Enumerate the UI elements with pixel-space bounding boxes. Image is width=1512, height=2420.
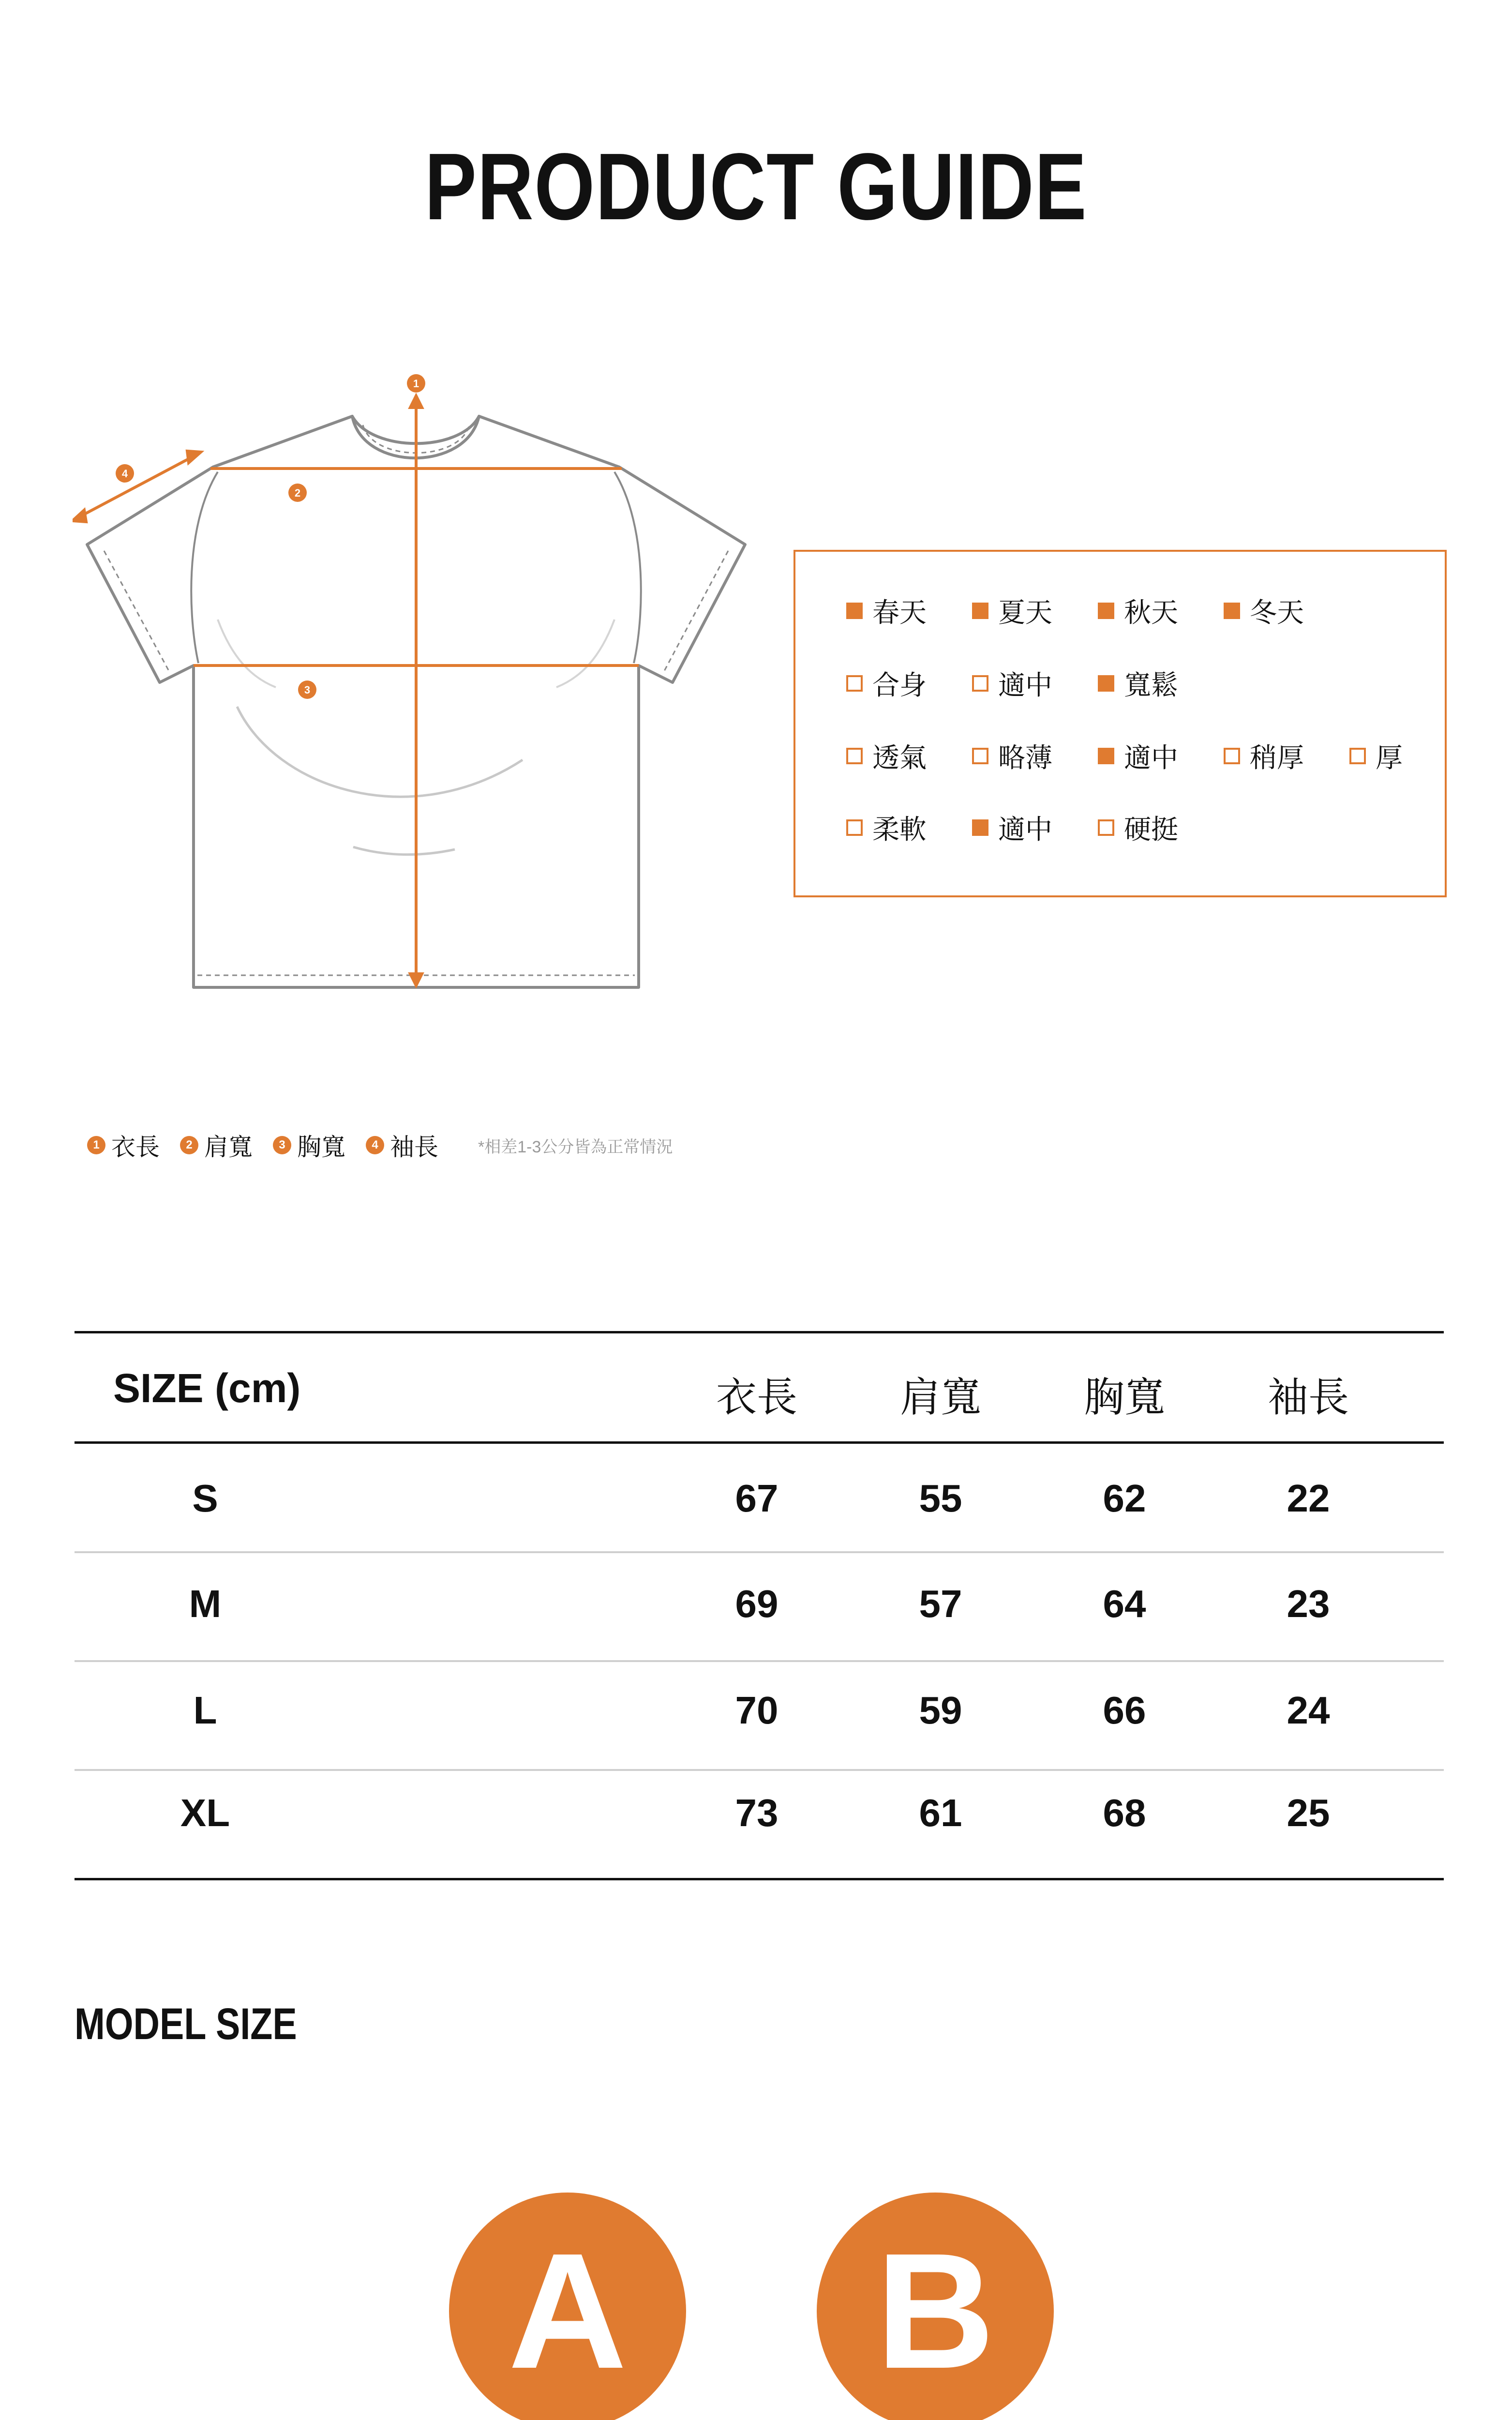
table-rule xyxy=(75,1660,1444,1662)
legend-note: *相差1-3公分皆為正常情況 xyxy=(478,1137,673,1156)
feature-option: 硬挺 xyxy=(1098,808,1178,847)
row-size: L xyxy=(193,1689,217,1732)
measure-sleeve-line xyxy=(77,455,196,518)
checkbox-icon xyxy=(1098,819,1114,836)
feature-option: 秋天 xyxy=(1098,591,1178,630)
feature-option: 冬天 xyxy=(1224,591,1304,630)
row-size: S xyxy=(192,1477,218,1520)
model-size-title: MODEL SIZE xyxy=(75,1999,297,2049)
feature-option: 夏天 xyxy=(972,591,1052,630)
table-rule xyxy=(75,1441,1444,1444)
checkbox-icon xyxy=(846,675,863,692)
table-cell: 23 xyxy=(1287,1582,1330,1625)
header-col: 袖長 xyxy=(1267,1375,1349,1420)
checkbox-icon xyxy=(1098,675,1114,692)
svg-text:1: 1 xyxy=(413,378,419,390)
legend-item: 4 袖長 xyxy=(366,1128,438,1163)
legend-item: 3 胸寬 xyxy=(273,1128,345,1163)
feature-option: 春天 xyxy=(846,591,927,630)
table-cell: 22 xyxy=(1287,1477,1330,1520)
table-cell: 24 xyxy=(1287,1689,1330,1732)
feature-option: 稍厚 xyxy=(1224,737,1304,775)
table-cell: 70 xyxy=(735,1689,778,1732)
checkbox-icon xyxy=(1349,748,1366,764)
header-col: 胸寬 xyxy=(1083,1375,1165,1420)
table-cell: 67 xyxy=(735,1477,778,1520)
header-col: 衣長 xyxy=(716,1375,797,1420)
table-cell: 61 xyxy=(919,1791,962,1834)
page-title: PRODUCT GUIDE xyxy=(424,134,1088,240)
legend-item: 2 肩寬 xyxy=(180,1128,253,1163)
checkbox-icon xyxy=(1098,748,1114,764)
feature-option: 寬鬆 xyxy=(1098,664,1178,703)
table-cell: 66 xyxy=(1103,1689,1146,1732)
svg-text:4: 4 xyxy=(121,468,128,480)
feature-option: 合身 xyxy=(846,664,927,703)
table-rule xyxy=(75,1878,1444,1880)
table-cell: 55 xyxy=(919,1477,962,1520)
feature-box xyxy=(793,550,1447,897)
table-cell: 25 xyxy=(1287,1791,1330,1834)
tshirt-diagram xyxy=(73,368,750,1012)
legend-item: 1 衣長 xyxy=(87,1128,160,1163)
feature-option: 略薄 xyxy=(972,737,1052,775)
feature-option: 適中 xyxy=(972,664,1052,703)
checkbox-icon xyxy=(846,748,863,764)
checkbox-icon xyxy=(972,603,988,619)
measurement-legend xyxy=(87,1131,673,1160)
checkbox-icon xyxy=(972,675,988,692)
feature-option: 透氣 xyxy=(846,737,927,775)
row-size: M xyxy=(189,1582,222,1625)
checkbox-icon xyxy=(972,748,988,764)
feature-option: 適中 xyxy=(972,808,1052,847)
model-b-badge: B xyxy=(817,2193,1054,2420)
table-cell: 73 xyxy=(735,1791,778,1834)
table-rule xyxy=(75,1551,1444,1553)
feature-option: 厚 xyxy=(1349,737,1403,775)
table-rule xyxy=(75,1769,1444,1771)
svg-text:2: 2 xyxy=(294,487,301,499)
table-cell: 59 xyxy=(919,1689,962,1732)
table-cell: 64 xyxy=(1103,1582,1146,1625)
model-a-badge: A xyxy=(449,2193,686,2420)
table-rule xyxy=(75,1331,1444,1333)
table-cell: 62 xyxy=(1103,1477,1146,1520)
checkbox-icon xyxy=(1224,748,1240,764)
checkbox-icon xyxy=(1098,603,1114,619)
checkbox-icon xyxy=(1224,603,1240,619)
feature-option: 柔軟 xyxy=(846,808,927,847)
checkbox-icon xyxy=(846,819,863,836)
table-cell: 57 xyxy=(919,1582,962,1625)
checkbox-icon xyxy=(846,603,863,619)
row-size: XL xyxy=(180,1791,230,1834)
checkbox-icon xyxy=(972,819,988,836)
svg-text:3: 3 xyxy=(304,684,311,696)
table-cell: 68 xyxy=(1103,1791,1146,1834)
table-cell: 69 xyxy=(735,1582,778,1625)
header-col: 肩寬 xyxy=(899,1375,981,1420)
feature-option: 適中 xyxy=(1098,737,1178,775)
header-size: SIZE (cm) xyxy=(113,1365,301,1411)
